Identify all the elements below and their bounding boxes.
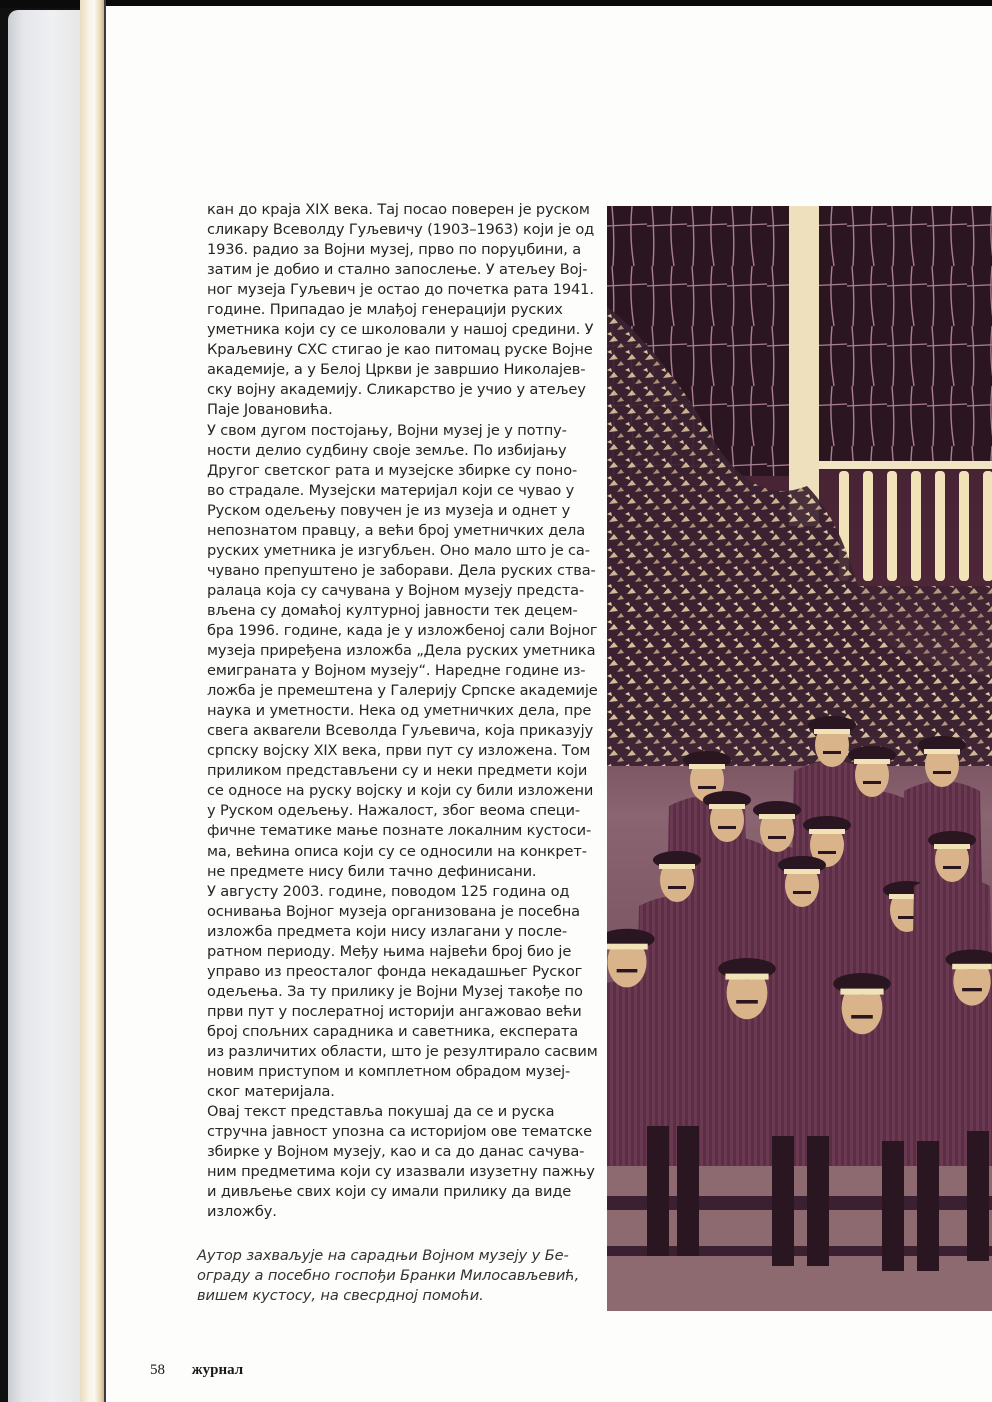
cap-band [759, 814, 795, 819]
historical-photo [607, 206, 992, 1311]
text-line: чувано препуштено је заборави. Дела руских ства- [207, 561, 596, 579]
text-line: бра 1996. године, када је у изложбеној сали Војног [207, 621, 598, 639]
text-line: први пут у послератној историји ангажовао већи [207, 1002, 582, 1020]
page-number: 58 [150, 1362, 165, 1378]
moustache [617, 969, 638, 972]
boot [967, 1131, 989, 1261]
book-spine [80, 0, 104, 1402]
baluster [887, 471, 897, 581]
moustache [823, 751, 841, 754]
facing-page-edge [8, 10, 82, 1402]
text-line: академије, а у Белој Цркви је завршио Николајев- [207, 361, 586, 379]
text-line: оснивања Војног музеја организована је посебна [207, 902, 580, 920]
boot [807, 1136, 829, 1266]
boot [882, 1141, 904, 1271]
window-right [819, 206, 992, 461]
text-line: не предмете нису били тачно дефинисани. [207, 862, 537, 880]
text-line: свега аквarели Всеволда Гуљевича, која приказују [207, 722, 594, 740]
cap-band [952, 964, 992, 970]
text-line: наука и уметности. Нека од уметничких дела, пре [207, 702, 592, 720]
boot [772, 1136, 794, 1266]
text-line: број спољних сарадника и саветника, експерата [207, 1022, 579, 1040]
cap-band [840, 989, 883, 995]
text-line: збирке у Војном музеју, као и са до данас сачува- [207, 1143, 585, 1161]
text-line: ратном периоду. Међу њима највећи број био је [207, 942, 572, 960]
cap-band [814, 729, 850, 734]
text-line: српску војску XIX века, први пут су изложена. Том [207, 742, 591, 760]
text-line: новим приступом и комплетном обрадом музеј- [207, 1063, 571, 1081]
baluster [863, 471, 873, 581]
text-line: во страдале. Музејски материјал који се чувао у [207, 481, 575, 499]
text-line: ности делио судбину своје земље. По избијању [207, 441, 567, 459]
cap-band [607, 944, 648, 950]
text-line: 1936. радио за Војни музеј, прво по поруџбини, а [207, 241, 582, 259]
moustache [863, 781, 881, 784]
text-line: и дивљење свих који су имали прилику да виде [207, 1183, 572, 1201]
text-line: изложбу. [207, 1203, 277, 1221]
text-line: У августу 2003. године, поводом 125 година од [207, 882, 570, 900]
moustache [718, 826, 736, 829]
text-line: Паје Јовановића. [207, 401, 333, 419]
text-line: године. Припадао је млађој генерацији руских [207, 301, 563, 319]
text-line: приликом представљени су и неки предмети који [207, 762, 588, 780]
text-line: фичне тематике мање познате локалним кустоси- [207, 822, 592, 840]
baluster [983, 471, 992, 581]
text-line: стручна јавност упозна са историјом ове тематске [207, 1123, 593, 1141]
baluster [959, 471, 969, 581]
text-line: ралаца која су сачувана у Војном музеју предста- [207, 581, 585, 599]
text-line: сликару Всеволду Гуљевичу (1903–1963) који је од [207, 221, 595, 239]
text-line: управо из преосталог фонда некадашњег Руског [207, 962, 583, 980]
text-line: ним предметима који су изазвали изузетну пажњу [207, 1163, 595, 1181]
author-acknowledgement [197, 1246, 597, 1307]
cap-band [784, 869, 820, 874]
text-line: ма, већина описа који су се односили на конкрет- [207, 842, 587, 860]
moustache [943, 866, 961, 869]
text-line: ложба је премештена у Галерију Српске академије [207, 682, 598, 700]
text-line: емиграната у Војном музеју“. Наредне године из- [207, 662, 586, 680]
ivy-wall [607, 586, 992, 736]
magazine-name: журнал [191, 1362, 244, 1378]
cap-band [689, 764, 725, 769]
text-line: затим је добио и стално запослење. У атељеу Вој- [207, 261, 588, 279]
cap-band [934, 844, 970, 849]
cap-band [659, 864, 695, 869]
text-line: вљена су домаћој културној јавности тек децем- [207, 601, 578, 619]
cap-band [854, 759, 890, 764]
text-line: ску војну академију. Сликарство је учио у атељеу [207, 381, 586, 399]
moustache [668, 886, 686, 889]
baluster [911, 471, 921, 581]
text-line: Другог светског рата и музејске збирке су поно- [207, 461, 578, 479]
moustache [933, 771, 951, 774]
text-line: ног музеја Гуљевич је остао до почетка рата 1941. [207, 281, 594, 299]
boot [647, 1126, 669, 1256]
moustache [818, 851, 836, 854]
magazine-page [106, 6, 992, 1402]
text-line: Руском одељењу повучен је из музеја и однет у [207, 501, 571, 519]
moustache [851, 1015, 873, 1019]
article-body-text [207, 200, 601, 1222]
text-line: непознатом правцу, а већи број уметничких дела [207, 521, 585, 539]
text-line: из различитих области, што је резултирало сасвим [207, 1042, 598, 1060]
text-line: Овај текст представља покушај да се и руска [207, 1103, 555, 1121]
text-line: у Руском одељењу. Нажалост, због веома специ- [207, 802, 580, 820]
text-line: ског материјала. [207, 1083, 335, 1101]
moustache [962, 988, 982, 991]
moustache [736, 1000, 758, 1004]
legs [647, 1126, 989, 1271]
text-line: У свом дугом постојању, Војни музеј је у потпу- [207, 421, 567, 439]
acknowledgement-line: Аутор захваљује на сарадњи Војном музеју у Бе- [197, 1247, 569, 1264]
page-footer [150, 1362, 243, 1379]
text-line: руских уметника је изгубљен. Оно мало што је са- [207, 541, 590, 559]
text-line: музеја приређена изложба „Дела руских уметника [207, 642, 596, 660]
boot [917, 1141, 939, 1271]
acknowledgement-line: ограду а посебно госпођи Бранки Милосављевић, [197, 1267, 580, 1285]
text-line: уметника који су се школовали у нашој средини. У [207, 321, 594, 339]
cap-band [809, 829, 845, 834]
cap-band [725, 974, 768, 980]
baluster [935, 471, 945, 581]
moustache [768, 836, 786, 839]
cap-band [924, 749, 960, 754]
moustache [698, 786, 716, 789]
acknowledgement-line: вишем кустосу, на свесрдној помоћи. [197, 1287, 484, 1305]
text-line: кан до краја XIX века. Тај посао поверен је руском [207, 201, 590, 218]
text-line: одељења. За ту прилику је Војни Музеј такође по [207, 982, 583, 1000]
pillar [789, 206, 819, 526]
balcony-rail [819, 461, 992, 469]
moustache [898, 916, 916, 919]
text-line: се односе на руску војску и који су били изложени [207, 782, 594, 800]
text-line: изложба предмета који нису излагани у после- [207, 922, 567, 940]
moustache [793, 891, 811, 894]
boot [677, 1126, 699, 1256]
text-line: Краљевину СХС стигао је као питомац руске Војне [207, 341, 593, 359]
cap-band [709, 804, 745, 809]
photo-illustration [607, 206, 992, 1311]
